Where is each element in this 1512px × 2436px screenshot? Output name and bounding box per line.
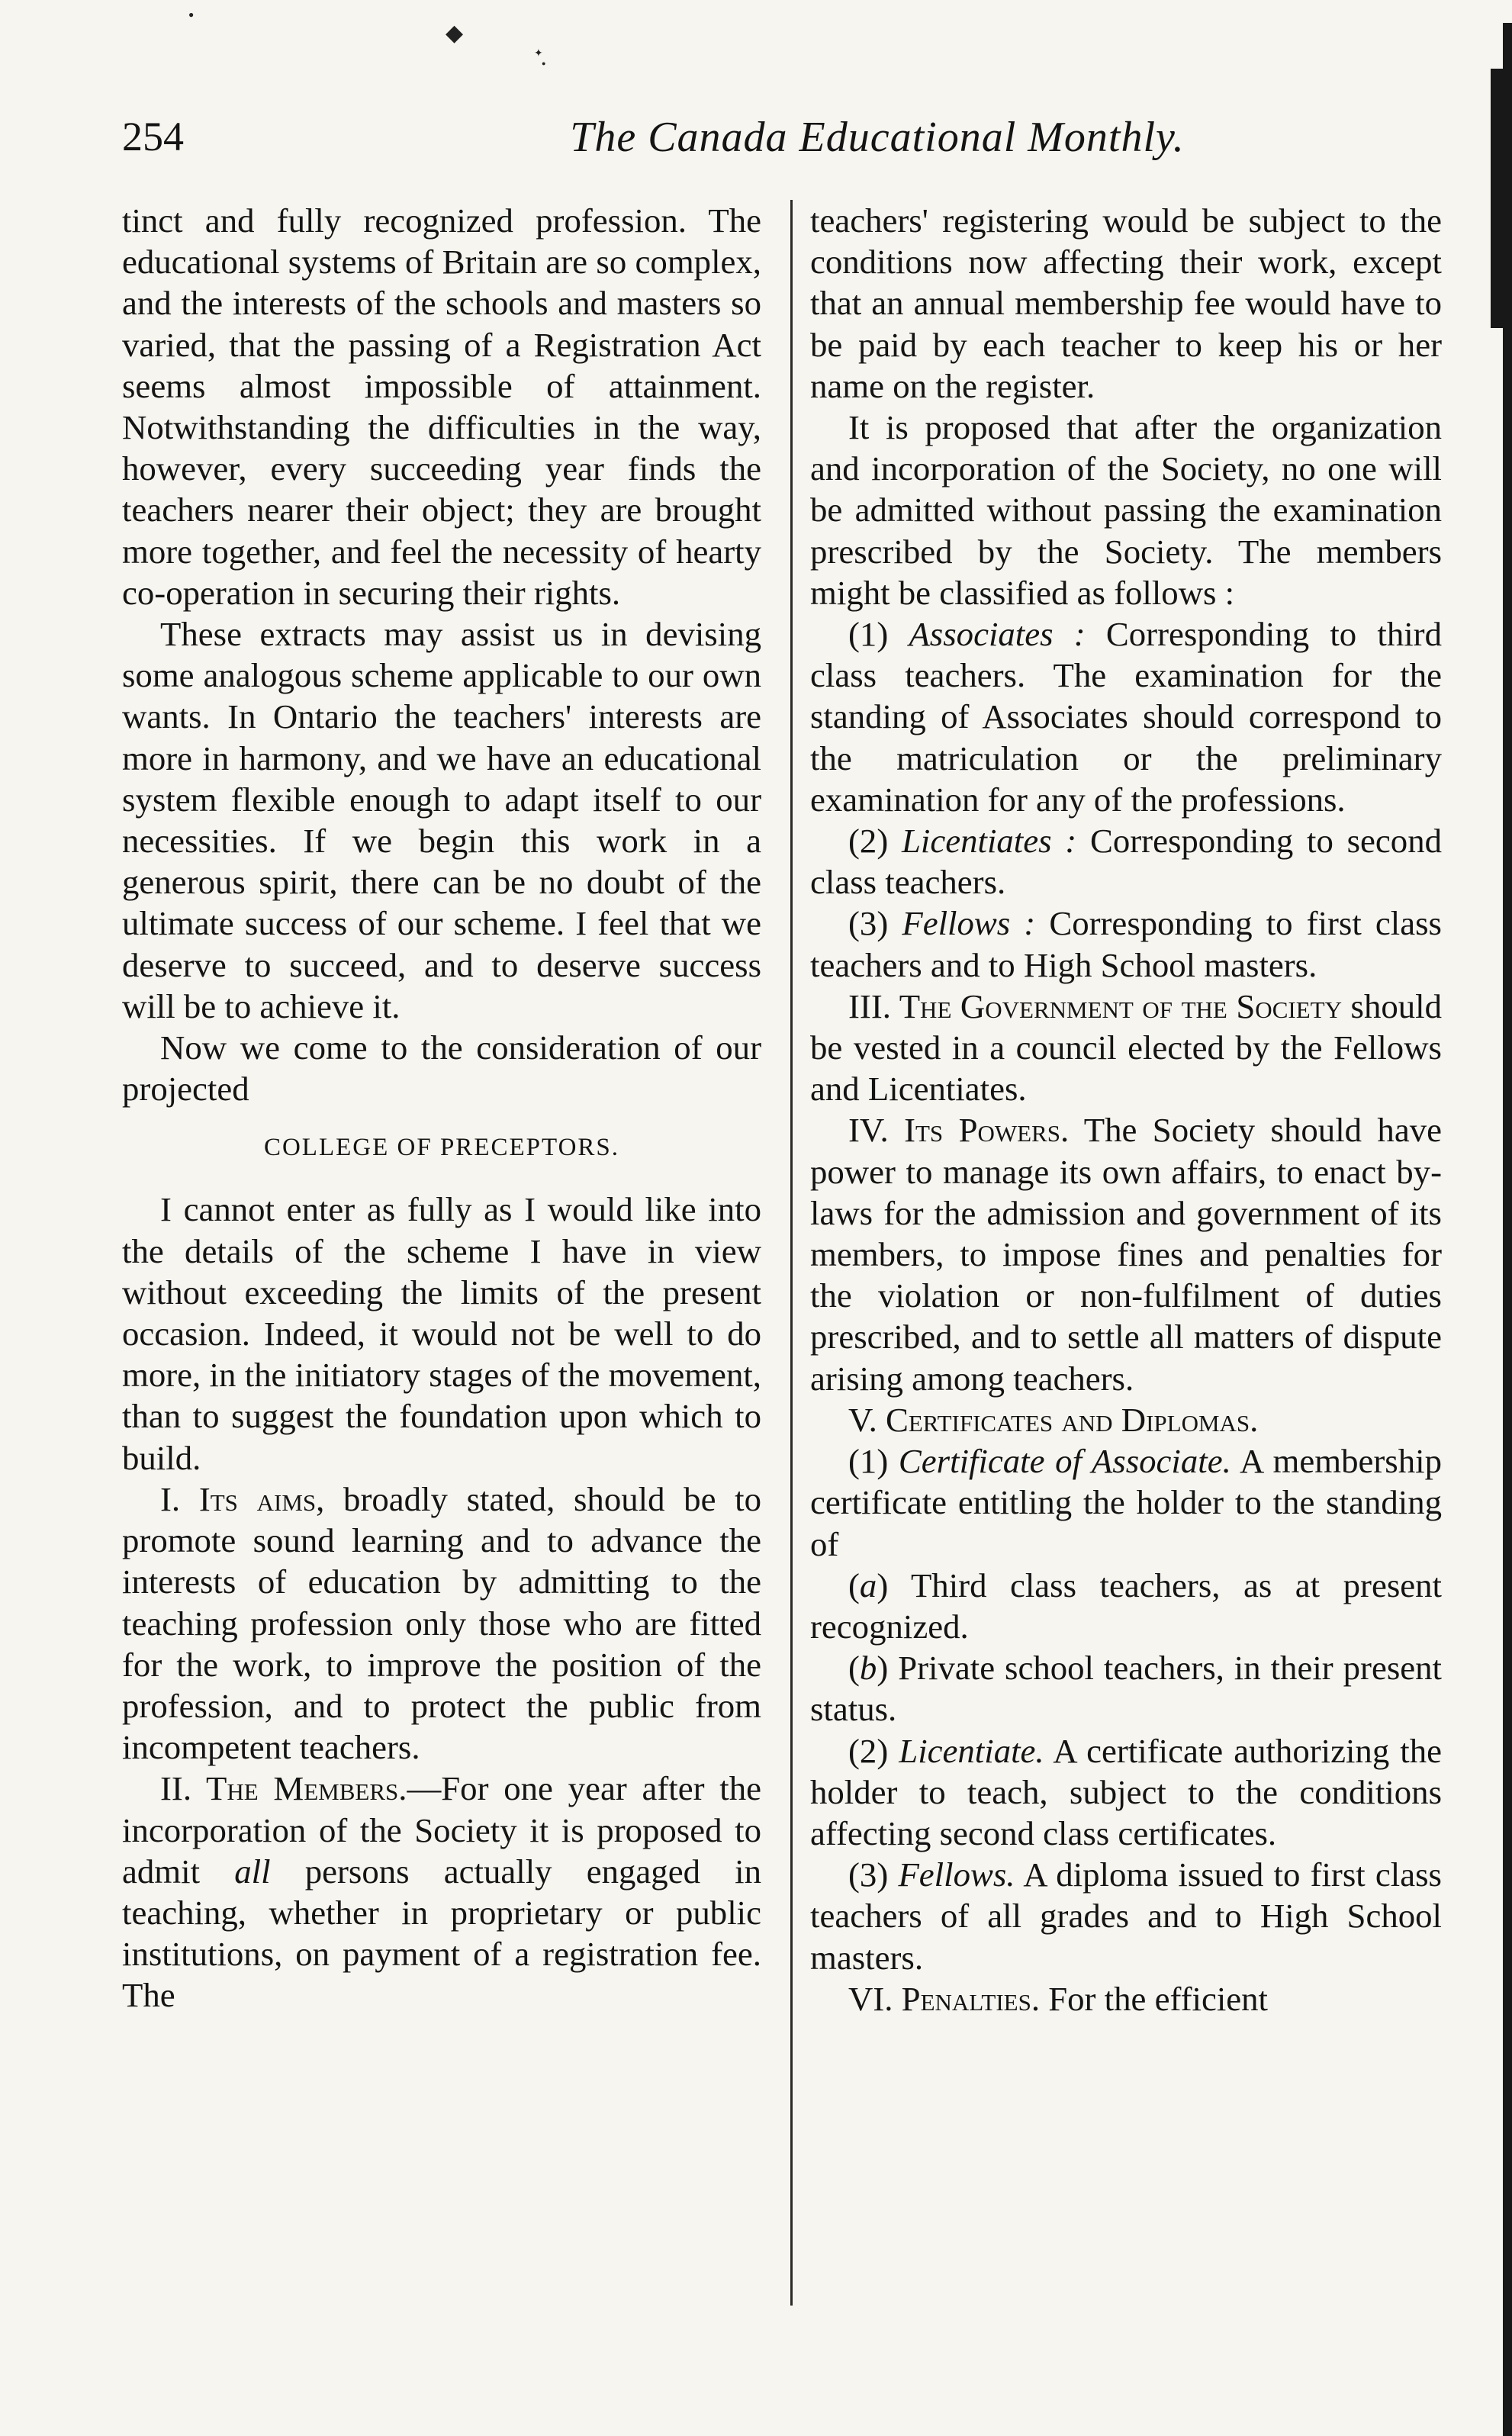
paragraph-text: broadly stated, should be to promote sound learning and to advance the interests of education by admitting to the teaching profession only those who are fitted for the work, to improve the position of the profession, and to protect the public from incompetent teachers. [122, 1479, 762, 1767]
item-number: (2) [848, 822, 902, 861]
section-label: VI. Penalties. [848, 1979, 1041, 2018]
paragraph-text: —For one year after the incorporation of the Society it is proposed to admit [122, 1769, 761, 1891]
emphasis: all [234, 1852, 271, 1891]
list-item [810, 1440, 1442, 1565]
item-text: A certificate authorizing the holder to teach, subject to the conditions affecting second class certificates. [810, 1731, 1442, 1852]
item-text: Corresponding to third class teachers. The examination for the standing of Associates should correspond to the matriculation or the preliminary examination for any of the professions. [810, 615, 1442, 819]
section-heading: COLLEGE OF PRECEPTORS. [263, 1134, 620, 1162]
section-label: II. The Members. [160, 1769, 407, 1808]
left-column [122, 200, 761, 2016]
paragraph-text: persons actually engaged in teaching, whether in proprietary or public institutions, on payment of a registration fee. The [122, 1852, 762, 2015]
item-number: (1) [848, 1442, 899, 1481]
section-label: IV. Its Powers. [848, 1111, 1070, 1150]
item-number: ( [848, 1649, 860, 1688]
item-text: A membership certificate entitling the holder to the standing of [810, 1442, 1442, 1563]
paragraph [810, 986, 1442, 1110]
print-speck: ● [188, 9, 195, 20]
paragraph: These extracts may assist us in devising some analogous scheme applicable to our own wants. In Ontario the teachers' interests are more in harmony, and we have an educational system flexible enough to adapt itself to our necessities. If we begin this work in a generous spirit, there can be no doubt of the ultimate success of our scheme. I feel that we deserve to succeed, and to deserve success will be to achieve it. [122, 615, 761, 1025]
paragraph [810, 1109, 1442, 1398]
list-item [810, 613, 1442, 820]
list-item [810, 903, 1442, 985]
item-term: Licentiates : [901, 822, 1077, 861]
item-term: Licentiate. [899, 1731, 1044, 1770]
page-number: 254 [122, 114, 184, 159]
item-term: Associates : [909, 615, 1086, 654]
paragraph: teachers' registering would be subject to the conditions now affecting their work, except that an annual membership fee would have to be paid by each teacher to keep his or her name on the register. [810, 201, 1442, 405]
section-label: III. The Government of the Society [848, 986, 1342, 1025]
item-text: Corresponding to first class teachers and to High School masters. [810, 904, 1442, 984]
list-item [810, 820, 1442, 903]
item-text: A diploma issued to first class teachers of all grades and to High School masters. [810, 1855, 1442, 1977]
item-term: b [859, 1649, 877, 1688]
item-term: Fellows. [898, 1855, 1015, 1894]
paragraph-text: The Society should have power to manage its own affairs, to enact by-laws for the admission and government of its members, to impose fines and penalties for the violation or non-fulfilment of duties prescribed, and to settle all matters of dispute arising among teachers. [810, 1111, 1442, 1398]
paragraph-text: For the efficient [1040, 1979, 1268, 2018]
paragraph-text: should be vested in a council elected by the Fellows and Licentiates. [810, 986, 1442, 1109]
item-text: ) Private school teachers, in their present status. [810, 1649, 1442, 1729]
paragraph [122, 1768, 761, 2016]
item-number: (3) [848, 1855, 899, 1894]
item-number: (1) [848, 615, 909, 654]
page-edge-shadow [1503, 23, 1512, 2436]
paragraph: It is proposed that after the organization and incorporation of the Society, no one will be admitted without passing the examination prescribed by the Society. The members might be classified as follows : [810, 408, 1442, 612]
paragraph [810, 1399, 1442, 1440]
list-item [810, 1565, 1442, 1647]
column-divider [790, 200, 793, 2306]
paragraph: I cannot enter as fully as I would like into the details of the scheme I have in view without exceeding the limits of the present occasion. Indeed, it would not be well to do more, in the initiatory stages of the movement, than to suggest the foundation upon which to build. [122, 1190, 761, 1477]
item-number: (2) [848, 1731, 899, 1770]
item-term: a [859, 1566, 877, 1604]
ink-blot: ◆ [446, 21, 464, 46]
item-text: ) Third class teachers, as at present recognized. [810, 1566, 1442, 1646]
paragraph: Now we come to the consideration of our projected [122, 1028, 761, 1109]
journal-title: The Canada Educational Monthly. [570, 114, 1185, 161]
item-number: (3) [848, 904, 902, 943]
right-column [810, 200, 1442, 2019]
item-term: Fellows : [902, 904, 1036, 943]
print-speck: ✦ [534, 48, 543, 60]
list-item [810, 1854, 1442, 1978]
section-label: V. Certificates and Diplomas. [848, 1400, 1259, 1439]
running-head [122, 113, 1434, 166]
section-label: I. Its aims, [160, 1479, 325, 1518]
item-number: ( [848, 1566, 860, 1604]
list-item [810, 1730, 1442, 1855]
item-term: Certificate of Associate. [898, 1442, 1231, 1481]
paragraph [122, 1479, 761, 1768]
print-speck: ● [542, 60, 546, 67]
item-text: Corresponding to second class teachers. [810, 822, 1442, 902]
list-item [810, 1647, 1442, 1730]
paragraph [810, 1978, 1442, 2019]
paragraph: tinct and fully recognized profession. The educational systems of Britain are so complex, and the interests of the schools and masters so varied, that the passing of a Registration Act seems almost impossible of attainment. Notwithstanding the difficulties in the way, however, every succeeding year finds the teachers nearer their object; they are brought more together, and feel the necessity of hearty co-operation in securing their rights. [122, 201, 761, 612]
page-edge-shadow [1491, 69, 1507, 328]
